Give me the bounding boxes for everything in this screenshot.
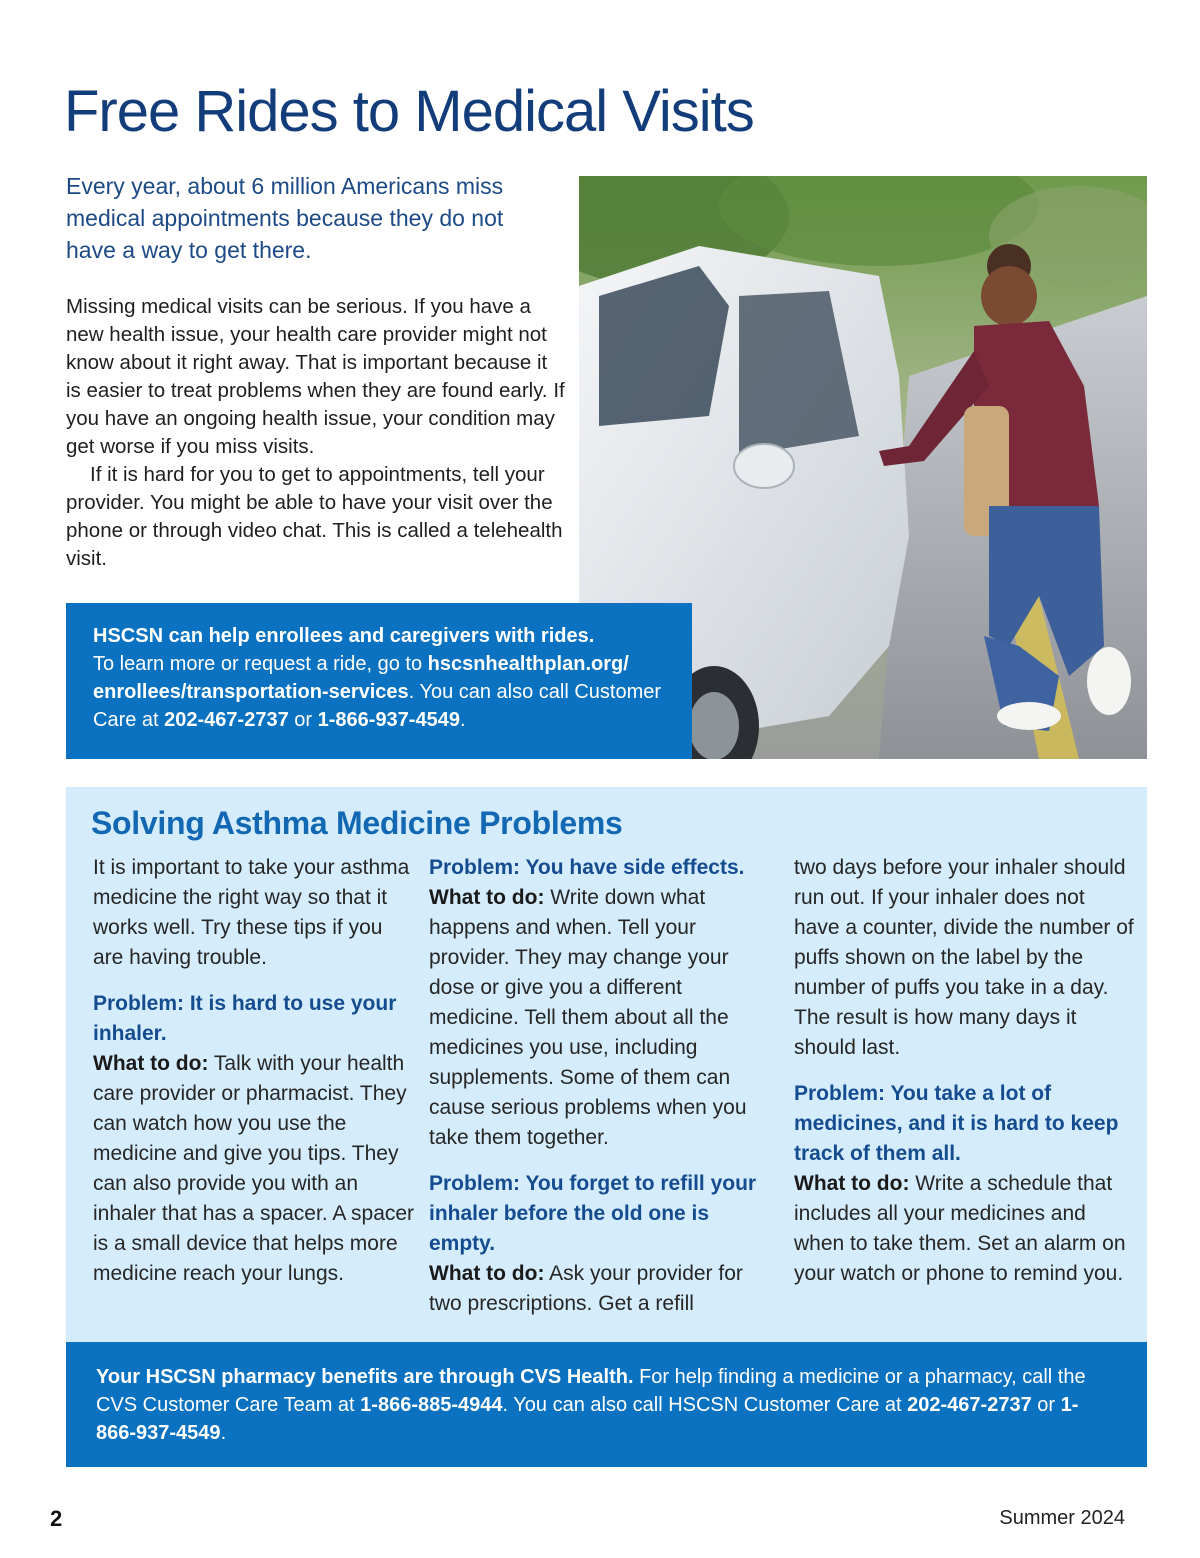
problem-1-answer <box>93 1049 415 1289</box>
rides-body-text <box>66 293 566 573</box>
asthma-intro: It is important to take your asthma medicine the right way so that it works well. Try these tips if you are having trouble. <box>93 856 410 969</box>
what-to-do-label: What to do: <box>429 1262 545 1285</box>
problem-2-answer-text: Write down what happens and when. Tell your provider. They may change your dose or give you a different medicine. Tell them about all the medicines you use, including supplements. Some of them can cause serious problems when you take them together. <box>429 886 747 1149</box>
page-title: Free Rides to Medical Visits <box>64 79 754 144</box>
problem-4-answer <box>794 1169 1134 1289</box>
pharmacy-info-box <box>66 1342 1147 1467</box>
asthma-column-2 <box>429 853 769 1319</box>
asthma-section <box>66 787 1147 1467</box>
pharmacy-box-or: or <box>1031 1394 1061 1416</box>
asthma-column-1 <box>93 853 415 1289</box>
rides-paragraph-2: If it is hard for you to get to appointments, tell your provider. You might be able to have your visit over the phone or through video chat. This is called a telehealth visit. <box>66 463 563 570</box>
page-number: 2 <box>50 1506 63 1531</box>
rides-box-text-2: . You can also call Customer Care at <box>93 681 662 731</box>
what-to-do-label: What to do: <box>93 1052 209 1075</box>
problem-2-heading: Problem: You have side effects. <box>429 856 745 879</box>
problem-1-heading: Problem: It is hard to use your inhaler. <box>93 992 397 1045</box>
customer-care-phone-1: 202-467-2737 <box>164 709 289 731</box>
problem-3-answer-continued: two days before your inhaler should run out. If your inhaler does not have a counter, divide the number of puffs shown on the label by the number of puffs you take in a day. The result is how many days it should last. <box>794 856 1134 1059</box>
pharmacy-box-text-1: For help finding a medicine or a pharmacy, call the CVS Customer Care Team at <box>96 1366 1086 1416</box>
rides-box-heading: HSCSN can help enrollees and caregivers with rides. <box>93 625 595 647</box>
what-to-do-label: What to do: <box>794 1172 910 1195</box>
rides-info-box <box>66 603 692 759</box>
pharmacy-box-end: . <box>220 1422 227 1444</box>
transportation-url-link[interactable]: hscsnhealthplan.org/ enrollees/transportation-services <box>93 653 629 703</box>
problem-3-heading: Problem: You forget to refill your inhaler before the old one is empty. <box>429 1172 757 1255</box>
customer-care-phone-2: 1-866-937-4549 <box>317 709 460 731</box>
issue-label: Summer 2024 <box>999 1507 1125 1529</box>
rides-box-text-1: To learn more or request a ride, go to <box>93 653 428 675</box>
problem-3-answer <box>429 1259 769 1319</box>
asthma-heading: Solving Asthma Medicine Problems <box>91 805 623 841</box>
problem-1-answer-text: Talk with your health care provider or pharmacist. They can watch how you use the medicine and give you tips. They can also provide you with an inhaler that has a spacer. A spacer is a small device that helps more medicine reach your lungs. <box>93 1052 415 1285</box>
problem-4-answer-text: Write a schedule that includes all your medicines and when to take them. Set an alarm on your watch or phone to remind you. <box>794 1172 1126 1285</box>
rides-box-end: . <box>459 709 466 731</box>
asthma-column-3 <box>794 853 1134 1289</box>
pharmacy-box-text-2: . You can also call HSCSN Customer Care at <box>502 1394 908 1416</box>
cvs-phone: 1-866-885-4944 <box>360 1394 503 1416</box>
intro-text: Every year, about 6 million Americans miss medical appointments because they do not have a way to get there. <box>66 173 504 263</box>
problem-4-heading: Problem: You take a lot of medicines, and it is hard to keep track of them all. <box>794 1082 1119 1165</box>
pharmacy-box-heading: Your HSCSN pharmacy benefits are through CVS Health. <box>96 1366 634 1388</box>
hscsn-phone-2: 1-866-937-4549 <box>96 1394 1079 1444</box>
what-to-do-label: What to do: <box>429 886 545 909</box>
rides-paragraph-1: Missing medical visits can be serious. If you have a new health issue, your health care provider might not know about it right away. That is important because it is easier to treat problems when they are found early. If you have an ongoing health issue, your condition may get worse if you miss visits. <box>66 295 565 458</box>
problem-3-answer-text: Ask your provider for two prescriptions. Get a refill <box>429 1262 743 1315</box>
hscsn-phone-1: 202-467-2737 <box>907 1394 1032 1416</box>
problem-2-answer <box>429 883 769 1153</box>
rides-box-or: or <box>288 709 318 731</box>
